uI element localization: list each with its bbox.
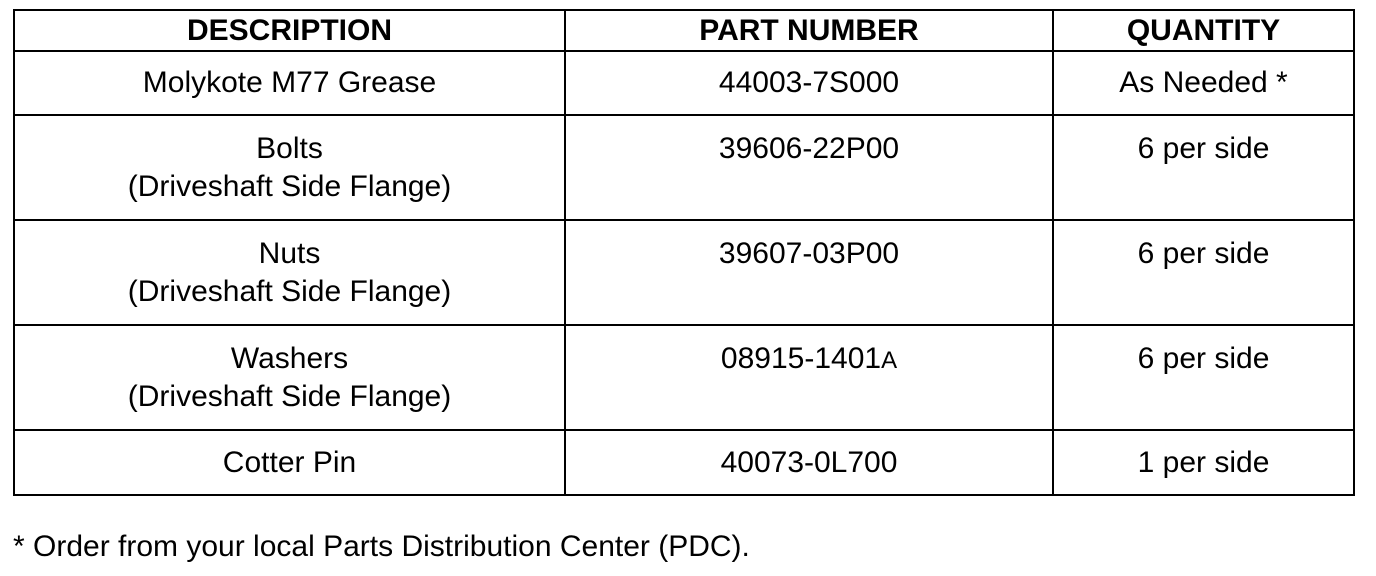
description-cell xyxy=(14,115,565,220)
part-number-text: 39607-03P00 xyxy=(718,237,900,270)
description-subtext: (Driveshaft Side Flange) xyxy=(127,170,452,203)
part-number-text: 39606-22P00 xyxy=(718,132,900,165)
part-number-text: 08915-1401 xyxy=(720,342,882,375)
quantity-cell xyxy=(1053,325,1354,430)
description-subtext: (Driveshaft Side Flange) xyxy=(127,380,452,413)
quantity-text: As Needed * xyxy=(1119,66,1288,99)
parts-table xyxy=(13,9,1355,496)
quantity-cell xyxy=(1053,51,1354,115)
part-number-cell xyxy=(565,325,1053,430)
table-row xyxy=(14,220,1354,325)
part-number-cell xyxy=(565,220,1053,325)
part-number-cell xyxy=(565,430,1053,495)
quantity-cell xyxy=(1053,115,1354,220)
quantity-cell xyxy=(1053,220,1354,325)
description-cell xyxy=(14,220,565,325)
description-text: Bolts xyxy=(256,132,323,165)
quantity-text: 6 per side xyxy=(1137,237,1270,270)
description-cell xyxy=(14,325,565,430)
header-row xyxy=(14,10,1354,51)
table-header xyxy=(14,10,1354,51)
part-number-cell xyxy=(565,51,1053,115)
description-text: Cotter Pin xyxy=(222,445,357,479)
quantity-text: 6 per side xyxy=(1137,132,1270,165)
footnote: * Order from your local Parts Distribution Center (PDC). xyxy=(13,530,750,563)
part-number-suffix: A xyxy=(881,347,898,374)
header-description: DESCRIPTION xyxy=(14,10,565,51)
quantity-text: 6 per side xyxy=(1137,342,1270,375)
description-cell xyxy=(14,430,565,495)
table-body xyxy=(14,51,1354,495)
part-number-cell xyxy=(565,115,1053,220)
quantity-text: 1 per side xyxy=(1137,445,1270,479)
table-row xyxy=(14,115,1354,220)
description-text: Nuts xyxy=(258,237,321,270)
description-text: Molykote M77 Grease xyxy=(142,66,437,99)
description-cell xyxy=(14,51,565,115)
header-quantity: QUANTITY xyxy=(1053,10,1354,51)
header-part-number: PART NUMBER xyxy=(565,10,1053,51)
quantity-cell xyxy=(1053,430,1354,495)
table-row xyxy=(14,51,1354,115)
description-subtext: (Driveshaft Side Flange) xyxy=(127,275,452,308)
description-text: Washers xyxy=(230,342,349,375)
part-number-text: 44003-7S000 xyxy=(718,66,900,99)
table-row xyxy=(14,430,1354,495)
part-number-text: 40073-0L700 xyxy=(720,445,898,479)
table-row xyxy=(14,325,1354,430)
